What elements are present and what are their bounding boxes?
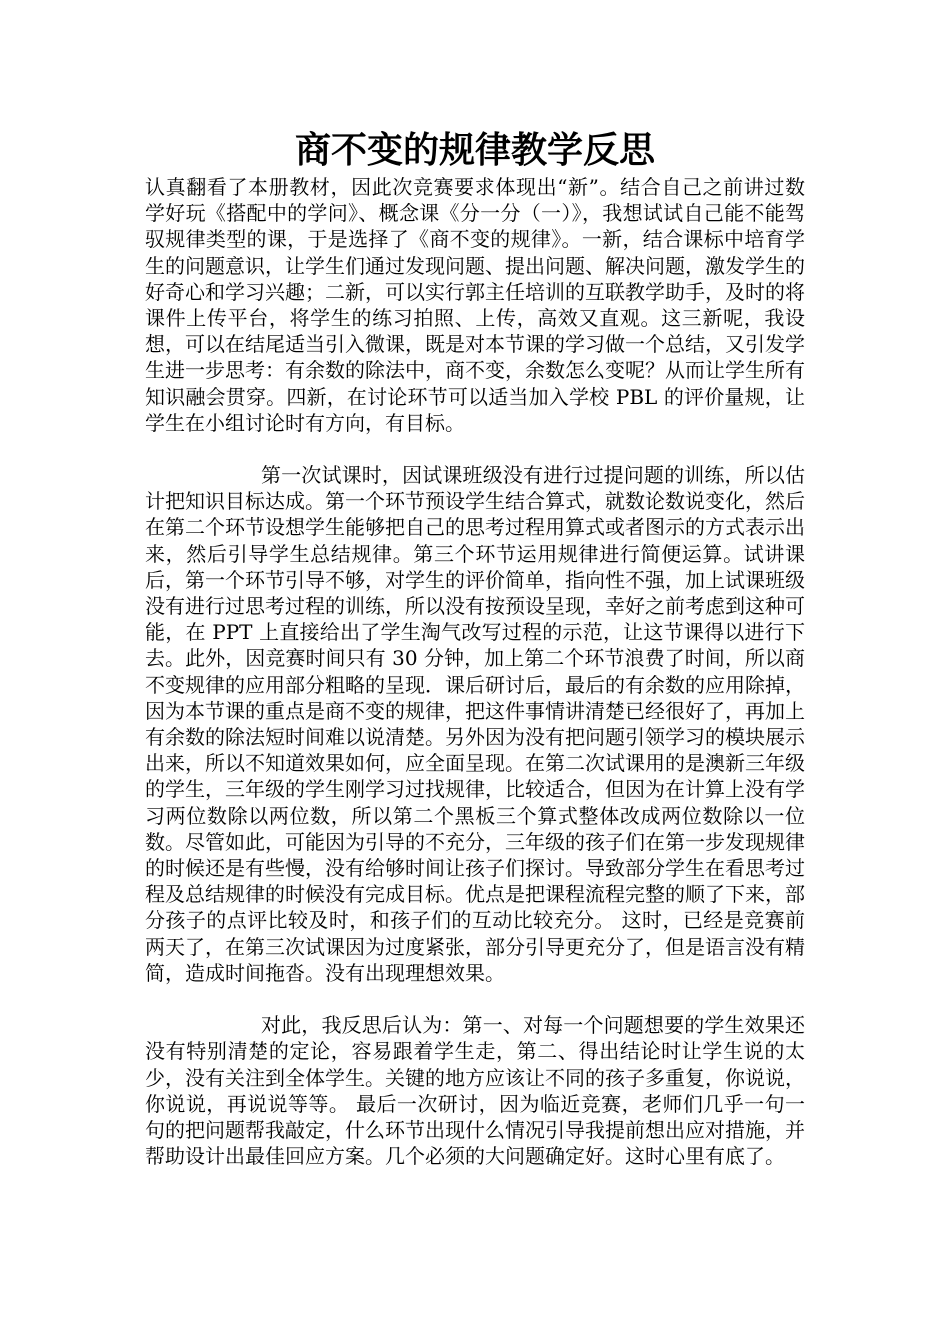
document-body [145, 174, 805, 1169]
paragraph-1: 认真翻看了本册教材，因此次竞赛要求体现出“新”。结合自己之前讲过数学好玩《搭配中的学问》、概念课《分一分（一）》，我想试试自己能不能驾驭规律类型的课，于是选择了《商不变的规律》。一新，结合课标中培育学生的问题意识，让学生们通过发现问题、提出问题、解决问题，激发学生的好奇心和学习兴趣；二新，可以实行郭主任培训的互联教学助手，及时的将课件上传平台，将学生的练习拍照、上传，高效又直观。这三新呢，我设想，可以在结尾适当引入微课，既是对本节课的学习做一个总结，又引发学生进一步思考：有余数的除法中，商不变，余数怎么变呢？从而让学生所有知识融会贯穿。四新，在讨论环节可以适当加入学校 PBL 的评价量规，让学生在小组讨论时有方向，有目标。 [145, 175, 805, 435]
paragraph-3: 对此，我反思后认为：第一、对每一个问题想要的学生效果还没有特别清楚的定论，容易跟着学生走，第二、得出结论时让学生说的太少，没有关注到全体学生。关键的地方应该让不同的孩子多重复，你说说，你说说，再说说等等。 最后一次研讨，因为临近竞赛，老师们几乎一句一句的把问题帮我敲定，什么环节出现什么情况引导我提前想出应对措施，并帮助设计出最佳回应方案。几个必须的大问题确定好。这时心里有底了。 [145, 1013, 805, 1169]
document-title: 商不变的规律教学反思 [294, 129, 655, 171]
paragraph-2: 第一次试课时，因试课班级没有进行过提问题的训练，所以估计把知识目标达成。第一个环节预设学生结合算式，就数论数说变化，然后在第二个环节设想学生能够把自己的思考过程用算式或者图示的方式表示出来，然后引导学生总结规律。第三个环节运用规律进行简便运算。试讲课后，第一个环节引导不够，对学生的评价简单，指向性不强，加上试课班级没有进行过思考过程的训练，所以没有按预设呈现，幸好之前考虑到这种可能，在 PPT 上直接给出了学生淘气改写过程的示范，让这节课得以进行下去。此外，因竞赛时间只有 30 分钟，加上第二个环节浪费了时间，所以商不变规律的应用部分粗略的呈现．课后研讨后，最后的有余数的应用除掉，因为本节课的重点是商不变的规律，把这件事情讲清楚已经很好了，再加上有余数的除法短时间难以说清楚。另外因为没有把问题引领学习的模块展示出来，所以不知道效果如何，应全面呈现。在第二次试课用的是澳新三年级的学生，三年级的学生刚学习过找规律，比较适合，但因为在计算上没有学习两位数除以两位数，所以第二个黑板三个算式整体改成两位数除以一位数。尽管如此，可能因为引导的不充分，三年级的孩子们在第一步发现规律的时候还是有些慢，没有给够时间让孩子们探讨。导致部分学生在看思考过程及总结规律的时候没有完成目标。优点是把课程流程完整的顺了下来，部分孩子的点评比较及时，和孩子们的互动比较充分。 这时，已经是竞赛前两天了，在第三次试课因为过度紧张，部分引导更充分了，但是语言没有精简，造成时间拖沓。没有出现理想效果。 [145, 463, 805, 985]
